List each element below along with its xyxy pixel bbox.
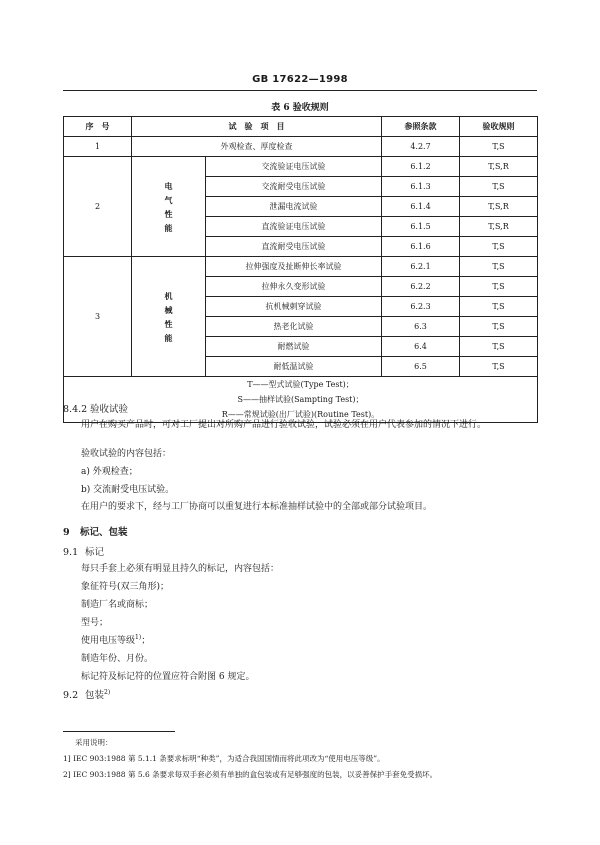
section-number: 9.2 <box>63 690 79 701</box>
row-item: 交流验证电压试验 <box>206 157 382 177</box>
note-sampling-test: S——抽样试验(Sampting Test)； <box>237 395 364 404</box>
section-number: 9 <box>63 527 70 538</box>
note-routine-test: R——常规试验(出厂试验)(Routine Test)。 <box>221 410 380 419</box>
row-item: 交流耐受电压试验 <box>206 177 382 197</box>
row-rule: T,S,R <box>460 197 538 217</box>
row-seq: 2 <box>64 157 132 257</box>
row-clause: 6.2.2 <box>382 277 460 297</box>
row-rule: T,S,R <box>460 157 538 177</box>
row-item: 耐低温试验 <box>206 357 382 377</box>
row-clause: 6.1.4 <box>382 197 460 217</box>
row-rule: T,S <box>460 297 538 317</box>
paragraph: 用户在购买产品时，可对工厂提出对所购产品进行验收试验，试验必须在用户代表参加的情况下进行。 <box>81 420 487 430</box>
footnote-title: 采用说明： <box>75 738 113 747</box>
group-electrical: 电 气 性 能 <box>132 157 206 257</box>
row-item: 直流耐受电压试验 <box>206 237 382 257</box>
list-item: 制造年份、月份。 <box>81 654 154 664</box>
group-mechanical: 机 械 性 能 <box>132 257 206 377</box>
row-item: 拉伸永久变形试验 <box>206 277 382 297</box>
row-rule: T,S <box>460 337 538 357</box>
table-row <box>64 157 538 177</box>
row-clause: 6.1.3 <box>382 177 460 197</box>
row-item: 拉伸强度及扯断伸长率试验 <box>206 257 382 277</box>
note-type-test: T——型式试验(Type Test)； <box>247 380 354 389</box>
section-9-2-heading <box>63 688 110 703</box>
row-seq: 3 <box>64 257 132 377</box>
section-9-1-heading <box>63 545 104 560</box>
list-item-text: 使用电压等级 <box>81 636 136 646</box>
acceptance-rules-table <box>63 116 538 423</box>
footnote-2: 2] IEC 903:1988 第 5.6 条要求每双手套必须有单独的盒包装或有足够强度的包装，以妥善保护手套免受损坏。 <box>63 770 438 779</box>
header-clause: 参照条款 <box>382 117 460 137</box>
paragraph: 每只手套上必须有明显且持久的标记，内容包括： <box>81 564 280 574</box>
row-clause: 6.4 <box>382 337 460 357</box>
row-rule: T,S <box>460 317 538 337</box>
header-seq: 序 号 <box>64 117 132 137</box>
section-8-4-2-heading <box>63 402 128 417</box>
header-item: 试 验 项 目 <box>132 117 382 137</box>
section-9-heading <box>63 525 128 540</box>
row-rule: T,S,R <box>460 217 538 237</box>
footnote-ref: 1) <box>135 634 142 641</box>
row-rule: T,S <box>460 137 538 157</box>
footnote-1: 1] IEC 903:1988 第 5.1.1 条要求标明“种类”，为适合我国国情而将此项改为“使用电压等级”。 <box>63 754 385 763</box>
section-title: 验收试验 <box>90 404 129 415</box>
row-rule: T,S <box>460 357 538 377</box>
row-clause: 6.3 <box>382 317 460 337</box>
header-rule <box>63 90 537 91</box>
paragraph: 验收试验的内容包括： <box>81 449 172 459</box>
section-title: 包装 <box>85 690 105 701</box>
row-item: 抗机械刺穿试验 <box>206 297 382 317</box>
table-caption: 表 6 验收规则 <box>271 103 329 113</box>
section-number: 8.4.2 <box>63 404 88 415</box>
row-clause: 6.2.1 <box>382 257 460 277</box>
row-item: 耐燃试验 <box>206 337 382 357</box>
row-clause: 6.1.6 <box>382 237 460 257</box>
section-title: 标记、包装 <box>80 527 128 538</box>
row-rule: T,S <box>460 277 538 297</box>
list-item: a) 外观检查； <box>81 467 138 477</box>
row-clause: 6.1.5 <box>382 217 460 237</box>
table-notes <box>64 377 538 423</box>
header-rule: 验收规则 <box>460 117 538 137</box>
section-title: 标记 <box>85 547 105 558</box>
footnote-ref: 2) <box>104 688 111 696</box>
list-item: 制造厂名或商标； <box>81 600 154 610</box>
row-clause: 6.5 <box>382 357 460 377</box>
row-item: 热老化试验 <box>206 317 382 337</box>
list-item: 型号； <box>81 618 109 628</box>
row-clause: 6.2.3 <box>382 297 460 317</box>
table-row <box>64 137 538 157</box>
row-rule: T,S <box>460 257 538 277</box>
list-item: 象征符号(双三角形)； <box>81 582 170 592</box>
row-item: 直流验证电压试验 <box>206 217 382 237</box>
list-item <box>81 634 150 649</box>
row-clause: 4.2.7 <box>382 137 460 157</box>
section-number: 9.1 <box>63 547 79 558</box>
row-item: 泄漏电流试验 <box>206 197 382 217</box>
table-row <box>64 257 538 277</box>
table-notes-row <box>64 377 538 423</box>
row-item: 外观检查、厚度检查 <box>132 137 382 157</box>
paragraph: 标记符及标记符的位置应符合附图 6 规定。 <box>81 672 255 682</box>
footnote-rule <box>63 731 175 732</box>
paragraph: 在用户的要求下，经与工厂协商可以重复进行本标准抽样试验中的全部或部分试验项目。 <box>81 502 433 512</box>
row-rule: T,S <box>460 177 538 197</box>
row-seq: 1 <box>64 137 132 157</box>
list-item: b) 交流耐受电压试验。 <box>81 485 175 495</box>
list-item-end: ； <box>141 636 151 646</box>
page-header: GB 17622—1998 <box>252 74 348 85</box>
row-clause: 6.1.2 <box>382 157 460 177</box>
table-header-row <box>64 117 538 137</box>
row-rule: T,S <box>460 237 538 257</box>
